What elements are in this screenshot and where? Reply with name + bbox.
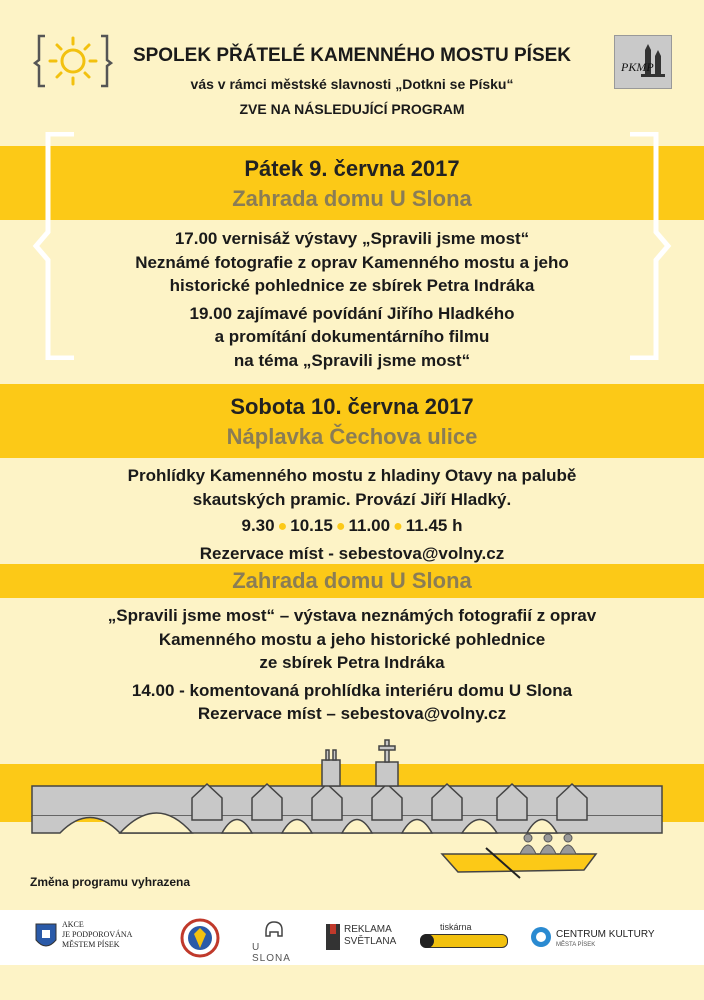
reklama-line: REKLAMA <box>344 924 392 935</box>
garden-line: 14.00 - komentovaná prohlídka interiéru domu U Slona <box>131 680 573 700</box>
tiskarna-logo-text: tiskárna <box>440 922 472 932</box>
garden-place: Zahrada domu U Slona <box>232 568 472 593</box>
city-support-line: AKCE <box>62 920 84 929</box>
invite-line: vás v rámci městské slavnosti „Dotkni se Písku“ <box>190 76 514 92</box>
centrum-kultury-sub: MĚSTA PÍSEK <box>556 942 596 948</box>
friday-line: a promítání dokumentárního filmu <box>214 327 490 346</box>
org-title: SPOLEK PŘÁTELÉ KAMENNÉHO MOSTU PÍSEK <box>132 45 572 66</box>
saturday-program <box>0 464 704 565</box>
reklama-line: SVĚTLANA <box>344 936 397 947</box>
friday-line: Neznámé fotografie z oprav Kamenného mostu a jeho <box>135 252 569 272</box>
reklama-logo <box>326 924 406 954</box>
saturday-place: Náplavka Čechova ulice <box>226 424 478 449</box>
elephant-icon <box>262 918 286 940</box>
garden-line: Kamenného mostu a jeho historické pohlednice <box>158 629 546 649</box>
friday-line: 17.00 vernisáž výstavy „Spravili jsme most“ <box>174 229 530 248</box>
change-note: Změna programu vyhrazena <box>30 875 191 889</box>
uslona-logo-text: U SLONA <box>252 942 291 964</box>
city-support-line: JE PODPOROVÁNA <box>62 930 133 939</box>
garden-program <box>0 604 704 726</box>
bullet-dot-icon: ● <box>393 518 403 535</box>
centrum-kultury-logo <box>530 926 660 956</box>
friday-line: na téma „Spravili jsme most“ <box>233 350 471 370</box>
tiskarna-logo <box>420 922 510 956</box>
tour-time: 10.15 <box>290 516 333 535</box>
friday-line: historické pohlednice ze sbírek Petra Indráka <box>169 276 535 295</box>
pkmp-logo <box>614 35 672 89</box>
bullet-dot-icon: ● <box>335 518 346 535</box>
bullet-dot-icon: ● <box>277 518 288 535</box>
tour-times <box>0 514 704 539</box>
city-support-logo <box>34 918 154 958</box>
city-support-line: MĚSTEM PÍSEK <box>62 940 120 949</box>
tour-time: 11.00 <box>348 516 391 535</box>
stone-bridge-illustration <box>0 738 704 888</box>
reklama-accent-icon <box>330 924 336 934</box>
friday-place: Zahrada domu U Slona <box>232 186 472 211</box>
pkmp-logo-text: PKMP <box>621 60 654 74</box>
friday-line: 19.00 zajímavé povídání Jiřího Hladkého <box>189 303 515 323</box>
saturday-line: skautských pramic. Provází Jiří Hladký. <box>192 489 512 509</box>
friday-date: Pátek 9. června 2017 <box>244 156 460 181</box>
saturday-reservation: Rezervace míst - sebestova@volny.cz <box>199 543 505 563</box>
program-line: ZVE NA NÁSLEDUJÍCÍ PROGRAM <box>239 101 465 117</box>
city-crest-icon <box>34 922 58 952</box>
saturday-date: Sobota 10. června 2017 <box>230 394 474 419</box>
uslona-logo <box>250 918 300 964</box>
scout-emblem-icon <box>180 918 220 958</box>
garden-line: ze sbírek Petra Indráka <box>259 653 445 672</box>
tour-time: 9.30 <box>241 516 275 535</box>
centrum-kultury-text: CENTRUM KULTURY <box>556 929 655 940</box>
boat-icon <box>442 854 596 872</box>
saturday-line: Prohlídky Kamenného mostu z hladiny Otavy na palubě <box>127 466 577 485</box>
tour-time: 11.45 h <box>405 516 463 535</box>
garden-line: „Spravili jsme most“ – výstava neznámých fotografií z oprav <box>107 606 597 625</box>
tiskarna-dot-icon <box>420 934 434 948</box>
garden-line: Rezervace míst – sebestova@volny.cz <box>197 704 507 723</box>
friday-program <box>0 227 704 372</box>
centrum-circle-icon <box>530 926 552 948</box>
